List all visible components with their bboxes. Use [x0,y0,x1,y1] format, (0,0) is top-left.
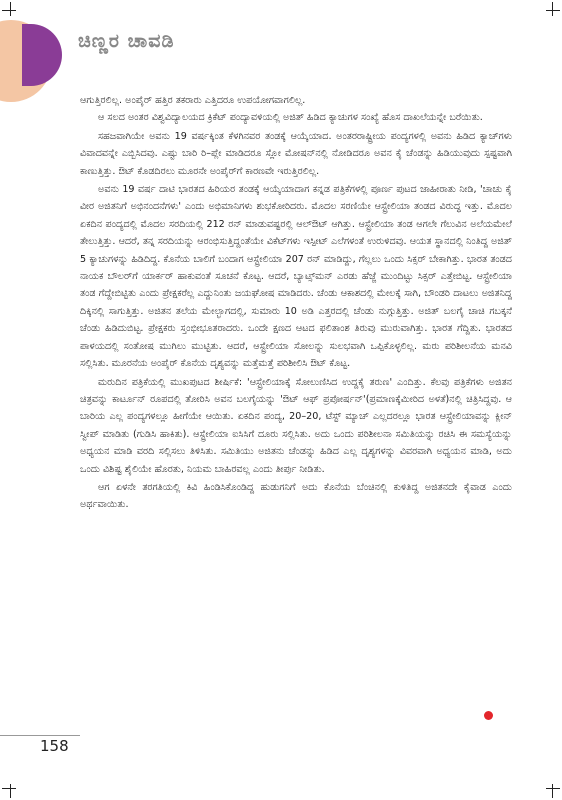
paragraph-2: ಆ ಸಲದ ಅಂತರ ವಿಶ್ವವಿದ್ಯಾಲಯದ ಕ್ರಿಕೆಟ್ ಪಂದ್ಯಾವಳಿಯಲ್ಲಿ ಅಜಿತ್ ಹಿಡಿದ ಕ್ಯಾಚುಗಳ ಸಂಖ್ಯೆ ಹೊಸ ದಾಖಲೆಯನ್ನೇ ಬರೆಯಿತು. [98,112,483,124]
paragraph-6: ಆಗ ಏಳನೇ ತರಗತಿಯಲ್ಲಿ ಕಿವಿ ಹಿಂಡಿಸಿಕೊಂಡಿದ್ದ ಹುಡುಗನಿಗೆ ಅದು ಕೊನೆಯ ಬೆಂಚಿನಲ್ಲಿ ಕುಳಿತಿದ್ದ ಅಜಿತನದೇ ಕೈವಾಡ ಎಂದು ಅರ್ಥವಾಯಿತು. [80,481,512,511]
crop-mark-bottom-left-h [2,788,16,789]
end-of-story-dot [484,711,493,720]
crop-mark-top-right-h [546,10,560,11]
crop-mark-top-right-v [552,2,553,16]
page-number: 158 [40,737,69,755]
crop-mark-top-left-h [2,10,16,11]
crop-mark-top-left-v [10,2,11,16]
footer-rule [0,735,80,736]
section-title: ಚಿಣ್ಣರ ಚಾವಡಿ [78,30,175,52]
paragraph-1: ಆಗುತ್ತಿರಲಿಲ್ಲ. ಅಂಪೈರ್ ಹತ್ತಿರ ತಕರಾರು ಎತ್ತಿದರೂ ಉಪಯೋಗವಾಗಲಿಲ್ಲ. [80,95,306,106]
paragraph-3: ಸಹಜವಾಗಿಯೇ ಅವನು 19 ವರ್ಷಕ್ಕಿಂತ ಕೆಳಗಿನವರ ತಂಡಕ್ಕೆ ಆಯ್ಕೆಯಾದ. ಅಂತರರಾಷ್ಟ್ರೀಯ ಪಂದ್ಯಗಳಲ್ಲಿ ಅವನು ಹಿಡಿದ ಕ್ಯಾಚ್‌ಗಳು ವಿವಾದವನ್ನೇ ಎಬ್ಬಿಸಿದವು. ಎಷ್ಟು ಬಾರಿ ರಿ–ಪ್ಲೇ ಮಾಡಿದರೂ ಸ್ಲೋ ಮೋಷನ್‌ನಲ್ಲಿ ನೋಡಿದರೂ ಅವನ ಕೈ ಚೆಂಡನ್ನು ಹಿಡಿಯುವುದು ಸ್ಪಷ್ಟವಾಗಿ ಕಾಣುತ್ತಿತ್ತು. ಔಟ್ ಕೊಡದಿರಲು ಮೂರನೇ ಅಂಪೈರ್‌ಗೆ ಕಾರಣವೇ ಇರುತ್ತಿರಲಿಲ್ಲ. [80,130,512,177]
story-body [80,92,512,514]
crop-mark-bottom-right-v [552,784,553,798]
crop-mark-bottom-left-v [10,784,11,798]
paragraph-4: ಅವನು 19 ವರ್ಷ ದಾಟಿ ಭಾರತದ ಹಿರಿಯರ ತಂಡಕ್ಕೆ ಆಯ್ಕೆಯಾದಾಗ ಕನ್ನಡ ಪತ್ರಿಕೆಗಳಲ್ಲಿ ಪೂರ್ಣ ಪುಟದ ಜಾಹೀರಾತು ನೀಡಿ, 'ಚಾಚು ಕೈ ವೀರ ಅಜಿತನಿಗೆ ಅಭಿನಂದನೆಗಳು' ಎಂದು ಅಭಿಮಾನಿಗಳು ಶುಭಕೋರಿದರು. ಮೊದಲ ಸರಣಿಯೇ ಆಸ್ಟ್ರೇಲಿಯಾ ತಂಡದ ವಿರುದ್ಧ ಇತ್ತು. ಮೊದಲ ಏಕದಿನ ಪಂದ್ಯದಲ್ಲಿ ಮೊದಲ ಸರದಿಯಲ್ಲಿ 212 ರನ್ ಮಾಡುವಷ್ಟರಲ್ಲಿ ಆಲ್‌ಔಟ್ ಆಗಿತ್ತು. ಆಸ್ಟ್ರೇಲಿಯಾ ತಂಡ ಆಗಲೇ ಗೆಲುವಿನ ಅಲೆಯಮೇಲೆ ತೇಲುತ್ತಿತ್ತು. ಆದರೆ, ತನ್ನ ಸರದಿಯನ್ನು ಆರಂಭಿಸುತ್ತಿದ್ದಂತೆಯೇ ವಿಕೆಟ್‌ಗಳು ಇಸ್ಪೀಟ್ ಎಲೆಗಳಂತೆ ಉರುಳಿದವು. ಆಯತ ಸ್ಥಾನದಲ್ಲಿ ನಿಂತಿದ್ದ ಅಜಿತ್ 5 ಕ್ಯಾಚುಗಳನ್ನು ಹಿಡಿದಿದ್ದ. ಕೊನೆಯ ಬಾಲಿಗೆ ಬಂದಾಗ ಆಸ್ಟ್ರೇಲಿಯಾ 207 ರನ್ ಮಾಡಿದ್ದು, ಗೆಲ್ಲಲು ಒಂದು ಸಿಕ್ಸರ್ ಬೇಕಾಗಿತ್ತು. ಭಾರತ ತಂಡದ ನಾಯಕ ಬೌಲರ್‌ಗೆ ಯಾರ್ಕರ್ ಹಾಕುವಂತೆ ಸೂಚನೆ ಕೊಟ್ಟ. ಆದರೆ, ಬ್ಯಾಟ್ಸ್‌ಮನ್ ಎರಡು ಹೆಜ್ಜೆ ಮುಂದಿಟ್ಟು ಸಿಕ್ಸರ್ ಎತ್ತೇಬಿಟ್ಟ. ಆಸ್ಟ್ರೇಲಿಯಾ ತಂಡ ಗೆದ್ದೇಬಿಟ್ಟಿತು ಎಂದು ಪ್ರೇಕ್ಷಕರೆಲ್ಲ ಎದ್ದುನಿಂತು ಜಯಘೋಷ ಮಾಡಿದರು. ಚೆಂಡು ಆಕಾಶದಲ್ಲಿ ಮೇಲಕ್ಕೆ ಸಾಗಿ, ಬೌಂಡರಿ ದಾಟಲು ಅಜಿತನಿದ್ದ ದಿಕ್ಕಿನಲ್ಲಿ ಸಾಗುತ್ತಿತ್ತು. ಅಜಿತನ ತಲೆಯ ಮೇಲ್ಭಾಗದಲ್ಲಿ, ಸುಮಾರು 10 ಅಡಿ ಎತ್ತರದಲ್ಲಿ ಚೆಂಡು ನುಗ್ಗುತ್ತಿತ್ತು. ಅಜಿತ್ ಬಲಗೈ ಚಾಚಿ ಗಬಕ್ಕನೆ ಚೆಂಡು ಹಿಡಿದುಬಿಟ್ಟ. ಪ್ರೇಕ್ಷಕರು ಸ್ತಂಭೀಭೂತರಾದರು. ಒಂದೇ ಕ್ಷಣದ ಆಟದ ಫಲಿತಾಂಶ ತಿರುವು ಮುರುವಾಗಿತ್ತು. ಭಾರತ ಗೆದ್ದಿತು. ಭಾರತದ ಪಾಳಯದಲ್ಲಿ ಸಂತೋಷ ಮುಗಿಲು ಮುಟ್ಟಿತು. ಆದರೆ, ಆಸ್ಟ್ರೇಲಿಯಾ ಸೋಲನ್ನು ಸುಲಭವಾಗಿ ಒಪ್ಪಿಕೊಳ್ಳಲಿಲ್ಲ. ಮರು ಪರಿಶೀಲನೆಯ ಮನವಿ ಸಲ್ಲಿಸಿತು. ಮೂರನೆಯ ಅಂಪೈರ್ ಕೊನೆಯ ದೃಶ್ಯವನ್ನು ಮತ್ತೆಮತ್ತೆ ಪರಿಶೀಲಿಸಿ ಔಟ್ ಕೊಟ್ಟ. [80,184,512,370]
header-decoration-purple-half-circle [22,24,62,86]
crop-mark-bottom-right-h [546,788,560,789]
paragraph-5: ಮರುದಿನ ಪತ್ರಿಕೆಯಲ್ಲಿ ಮುಖಪುಟದ ಶೀರ್ಷಿಕೆ: 'ಆಸ್ಟ್ರೇಲಿಯಾಕ್ಕೆ ಸೋಲುಣಿಸಿದ ಉದ್ದಕೈ ತರುಣ' ಎಂದಿತ್ತು. ಕೆಲವು ಪತ್ರಿಕೆಗಳು ಅಜಿತನ ಚಿತ್ರವನ್ನು ಕಾರ್ಟೂನ್ ರೂಪದಲ್ಲಿ ತೋರಿಸಿ ಅವನ ಬಲಗೈಯನ್ನು 'ಔಟ್ ಆಫ್ ಪ್ರಪೋರ್ಷನ್'(ಪ್ರಮಾಣಕ್ಕೆಮೀರಿದ ಅಳತೆ)ನಲ್ಲಿ ಚಿತ್ರಿಸಿದ್ದವು. ಆ ಬಾರಿಯ ಎಲ್ಲ ಪಂದ್ಯಗಳಲ್ಲೂ ಹೀಗೆಯೇ ಆಯಿತು. ಏಕದಿನ ಪಂದ್ಯ, 20–20, ಟೆಸ್ಟ್ ಮ್ಯಾಚ್ ಎಲ್ಲದರಲ್ಲೂ ಭಾರತ ಆಸ್ಟ್ರೇಲಿಯಾವನ್ನು ಕ್ಲೀನ್ ಸ್ವೀಪ್ ಮಾಡಿತು (ಗುಡಿಸಿ ಹಾಕಿತು). ಆಸ್ಟ್ರೇಲಿಯಾ ಐಸಿಸಿಗೆ ದೂರು ಸಲ್ಲಿಸಿತು. ಅದು ಒಂದು ಪರಿಶೀಲನಾ ಸಮಿತಿಯನ್ನು ರಚಿಸಿ ಈ ಸಮಸ್ಯೆಯನ್ನು ಅಧ್ಯಯನ ಮಾಡಿ ವರದಿ ಸಲ್ಲಿಸಲು ತಿಳಿಸಿತು. ಸಮಿತಿಯು ಅಜಿತನು ಚೆಂಡನ್ನು ಹಿಡಿದ ಎಲ್ಲ ದೃಶ್ಯಗಳನ್ನು ವಿವರವಾಗಿ ಅಧ್ಯಯನ ಮಾಡಿ, ಅದು ಒಂದು ವಿಶಿಷ್ಟ ಶೈಲಿಯೇ ಹೊರತು, ನಿಯಮ ಬಾಹಿರವಲ್ಲ ಎಂದು ತೀರ್ಪು ನೀಡಿತು. [80,376,512,475]
